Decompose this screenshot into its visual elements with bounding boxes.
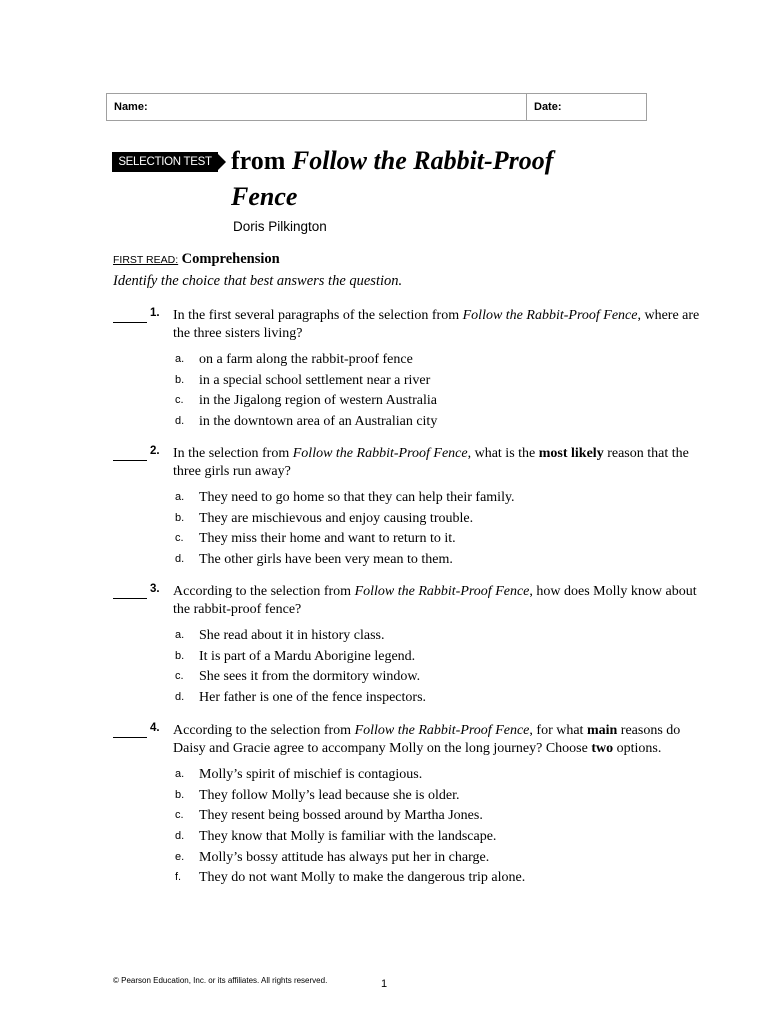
option-letter: a. [175,353,185,365]
stem-segment: most likely [538,446,604,461]
answer-option[interactable] [175,808,695,829]
option-list [175,490,695,573]
option-letter: f. [175,871,182,884]
stem-segment: Follow the Rabbit-Proof Fence [354,584,530,599]
name-label: Name: [114,101,148,113]
answer-option[interactable] [175,373,695,394]
option-text: They are mischievous and enjoy causing trouble. [199,510,474,526]
answer-option[interactable] [175,490,695,511]
page-title [231,143,651,215]
stem-segment: Follow the Rabbit-Proof Fence [354,723,530,738]
answer-blank[interactable] [113,583,147,599]
question-4 [113,722,713,886]
stem-segment: , how does Molly know about the rabbit-proof fence? [173,584,697,617]
option-text: She sees it from the dormitory window. [199,669,421,685]
option-text: They do not want Molly to make the dangerous trip alone. [199,870,526,886]
answer-option[interactable] [175,669,695,690]
option-letter: a. [175,629,185,641]
option-text: It is part of a Mardu Aborigine legend. [199,648,416,664]
option-letter: d. [175,691,185,704]
question-stem [173,722,703,758]
question-3 [113,583,713,743]
section-name: Comprehension [181,251,280,267]
section-heading [113,251,280,268]
question-stem [173,445,703,481]
date-field[interactable] [527,94,646,120]
stem-segment: reasons do Daisy and Gracie agree to accompany Molly on the long journey? Choose [173,723,681,756]
answer-blank[interactable] [113,445,147,461]
stem-segment: According to the selection from [173,723,355,738]
answer-option[interactable] [175,767,695,788]
option-letter: c. [175,394,184,407]
option-text: The other girls have been very mean to them. [199,552,453,568]
answer-blank[interactable] [113,307,147,323]
answer-option[interactable] [175,788,695,809]
stem-segment: options. [613,741,662,756]
instructions: Identify the choice that best answers the question. [113,273,403,289]
stem-segment: Follow the Rabbit-Proof Fence [292,446,468,461]
option-text: They miss their home and want to return to it. [199,531,456,547]
answer-option[interactable] [175,628,695,649]
stem-segment: In the selection from [173,446,293,461]
copyright: © Pearson Education, Inc. or its affiliates. All rights reserved. [113,976,328,985]
stem-segment: In the first several paragraphs of the selection from [173,308,463,323]
option-letter: b. [175,373,185,386]
option-letter: d. [175,415,185,428]
option-text: on a farm along the rabbit-proof fence [199,352,413,367]
stem-segment: two [591,741,614,756]
page-number: 1 [381,978,388,990]
option-letter: c. [175,809,184,822]
stem-segment: , for what [529,723,587,738]
option-text: They need to go home so that they can help their family. [199,490,515,505]
date-label: Date: [534,101,562,113]
answer-blank[interactable] [113,722,147,738]
title-from: from [231,146,286,175]
answer-option[interactable] [175,393,695,414]
stem-segment: reason that the three girls run away? [173,446,689,479]
answer-option[interactable] [175,414,695,435]
option-list [175,767,695,891]
option-letter: d. [175,553,185,566]
answer-option[interactable] [175,649,695,670]
answer-option[interactable] [175,531,695,552]
question-2 [113,445,713,605]
option-letter: a. [175,491,185,503]
option-text: in the Jigalong region of western Australia [199,393,437,409]
question-number: 1. [150,307,160,319]
title-work: Follow the Rabbit-Proof [291,146,554,175]
question-number: 2. [150,445,160,457]
stem-segment: , where are the three sisters living? [173,308,700,341]
question-stem [173,307,703,343]
stem-segment: , what is the [467,446,539,461]
section-label: FIRST READ: [113,254,179,266]
question-number: 3. [150,583,160,595]
option-text: Molly’s spirit of mischief is contagious. [199,767,423,782]
selection-test-badge: SELECTION TEST [112,152,218,172]
option-text: Her father is one of the fence inspectors. [199,690,427,706]
answer-option[interactable] [175,690,695,711]
option-letter: b. [175,649,185,662]
option-text: in a special school settlement near a river [199,372,431,388]
option-text: They know that Molly is familiar with the landscape. [199,829,497,845]
option-text: They resent being bossed around by Martha Jones. [199,808,483,824]
option-text: She read about it in history class. [199,628,385,643]
badge-arrow-icon [218,154,226,170]
question-number: 4. [150,722,160,734]
stem-segment: According to the selection from [173,584,355,599]
option-text: They follow Molly’s lead because she is older. [199,787,460,803]
name-date-box [106,93,647,121]
option-letter: d. [175,830,185,843]
question-1 [113,307,713,467]
option-letter: b. [175,511,185,524]
author: Doris Pilkington [233,219,327,234]
option-letter: c. [175,532,184,545]
name-field[interactable] [107,94,527,120]
option-text: Molly’s bossy attitude has always put her in charge. [199,849,490,865]
title-work-line2: Fence [231,182,298,211]
answer-option[interactable] [175,870,695,891]
answer-option[interactable] [175,829,695,850]
option-list [175,352,695,435]
answer-option[interactable] [175,352,695,373]
answer-option[interactable] [175,850,695,871]
option-letter: c. [175,670,184,683]
option-text: in the downtown area of an Australian city [199,414,438,430]
option-list [175,628,695,711]
answer-option[interactable] [175,552,695,573]
option-letter: a. [175,768,185,780]
option-letter: b. [175,788,185,801]
stem-segment: main [586,723,618,738]
stem-segment: Follow the Rabbit-Proof Fence [462,308,638,323]
answer-option[interactable] [175,511,695,532]
question-stem [173,583,703,619]
option-letter: e. [175,850,185,863]
